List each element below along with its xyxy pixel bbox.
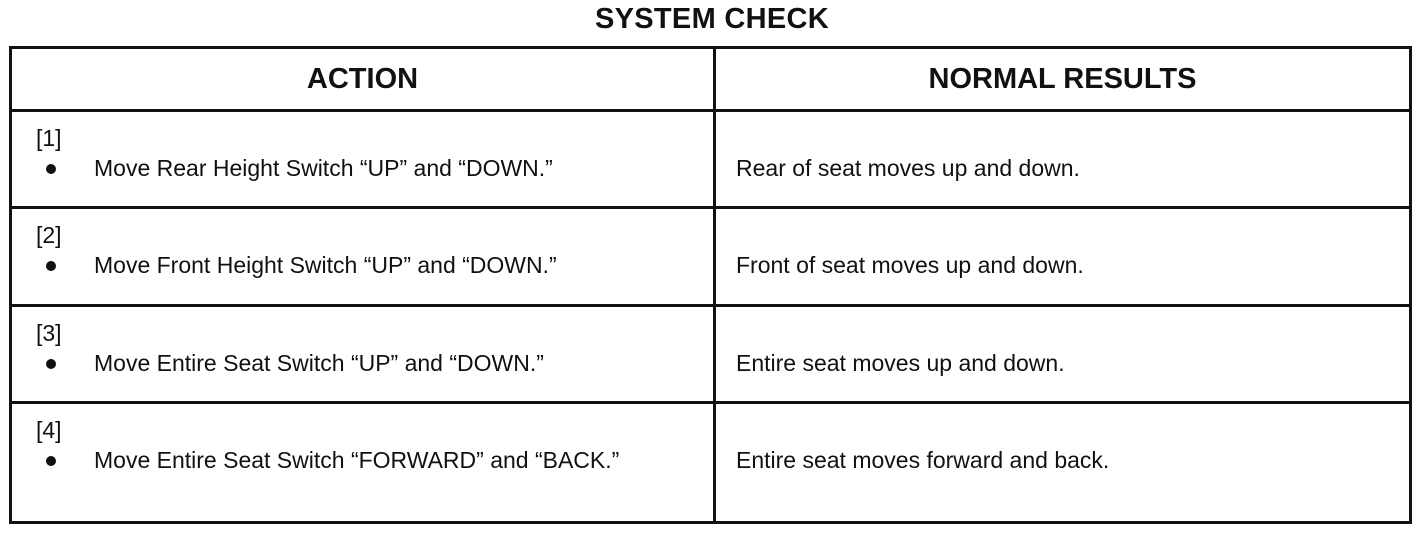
action-text: Move Entire Seat Switch “FORWARD” and “BACK.” — [94, 447, 620, 474]
action-cell — [11, 208, 715, 305]
page-title: SYSTEM CHECK — [594, 3, 829, 35]
system-check-table — [9, 46, 1412, 524]
action-text: Move Entire Seat Switch “UP” and “DOWN.” — [94, 349, 544, 376]
result-cell — [715, 208, 1411, 305]
step-number: [1] — [36, 125, 62, 151]
action-cell — [11, 111, 715, 208]
header-row — [11, 48, 1411, 111]
result-text: Rear of seat moves up and down. — [736, 155, 1080, 181]
action-cell — [11, 403, 715, 523]
step-number: [3] — [36, 319, 62, 346]
result-cell — [715, 111, 1411, 208]
result-cell — [715, 305, 1411, 402]
table-row — [11, 403, 1411, 523]
normal-results-column-header: NORMAL RESULTS — [715, 48, 1411, 111]
action-text: Move Front Height Switch “UP” and “DOWN.” — [94, 252, 557, 279]
table-row — [11, 305, 1411, 402]
bullet-icon — [46, 359, 56, 369]
bullet-icon — [46, 261, 56, 271]
bullet-icon — [46, 164, 56, 174]
table-row — [11, 111, 1411, 208]
action-text: Move Rear Height Switch “UP” and “DOWN.” — [94, 155, 553, 181]
result-text: Entire seat moves up and down. — [736, 349, 1065, 376]
step-number: [4] — [36, 417, 62, 444]
action-cell — [11, 305, 715, 402]
table-row — [11, 208, 1411, 305]
step-number: [2] — [36, 222, 62, 249]
action-column-header: ACTION — [11, 48, 715, 111]
result-cell — [715, 403, 1411, 523]
result-text: Entire seat moves forward and back. — [736, 447, 1110, 474]
result-text: Front of seat moves up and down. — [736, 252, 1084, 279]
bullet-icon — [46, 456, 56, 466]
